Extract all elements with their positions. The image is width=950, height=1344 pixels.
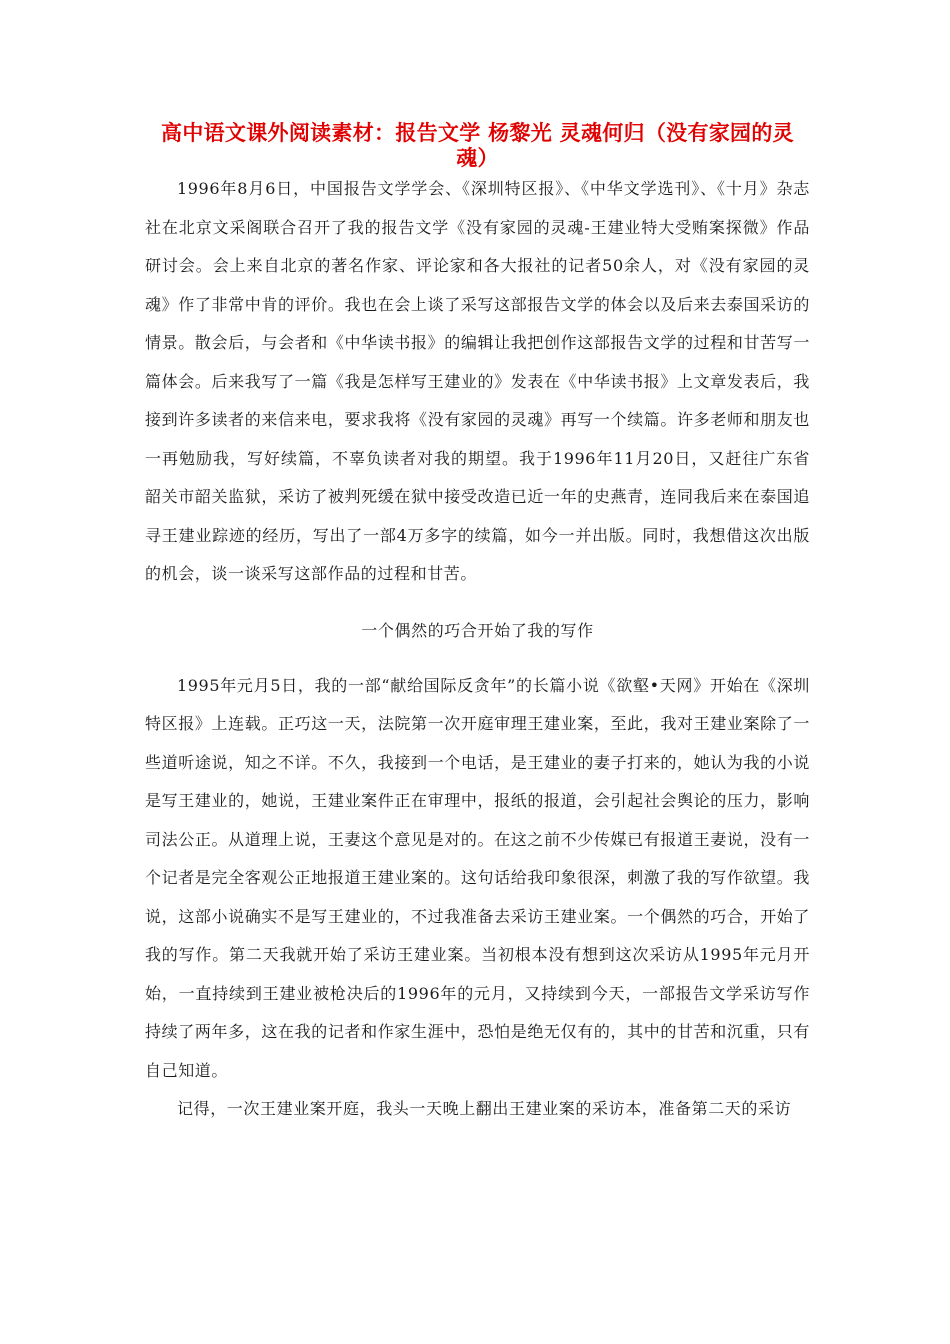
document-body xyxy=(145,120,810,1129)
document-title: 高中语文课外阅读素材：报告文学 杨黎光 灵魂何归（没有家园的灵魂） xyxy=(161,120,794,170)
section-paragraph-2: 记得，一次王建业案开庭，我头一天晚上翻出王建业案的采访本，准备第二天的采访 xyxy=(177,1099,792,1118)
section-paragraph-1: 1995年元月5日，我的一部“献给国际反贪年”的长篇小说《欲壑•天网》开始在《深圳特区报》上连载。正巧这一天，法院第一次开庭审理王建业案，至此，我对王建业案除了一些道听途说，知之不详。不久，我接到一个电话，是王建业的妻子打来的，她认为我的小说是写王建业的，她说，王建业案件正在审理中，报纸的报道，会引起社会舆论的压力，影响司法公正。从道理上说，王妻这个意见是对的。在这之前不少传媒已有报道王妻说，没有一个记者是完全客观公正地报道王建业案的。这句话给我印象很深，刺激了我的写作欲望。我说，这部小说确实不是写王建业的，不过我准备去采访王建业案。一个偶然的巧合，开始了我的写作。第二天我就开始了采访王建业案。当初根本没有想到这次采访从1995年元月开始，一直持续到王建业被枪决后的1996年的元月，又持续到今天，一部报告文学采访写作持续了两年多，这在我的记者和作家生涯中，恐怕是绝无仅有的，其中的甘苦和沉重，只有自己知道。 xyxy=(145,675,810,1080)
intro-paragraph: 1996年8月6日，中国报告文学学会、《深圳特区报》、《中华文学选刊》、《十月》杂志社在北京文采阁联合召开了我的报告文学《没有家园的灵魂-王建业特大受贿案探微》作品研讨会。会上来自北京的著名作家、评论家和各大报社的记者50余人，对《没有家园的灵魂》作了非常中肯的评价。我也在会上谈了采写这部报告文学的体会以及后来去泰国采访的情景。散会后，与会者和《中华读书报》的编辑让我把创作这部报告文学的过程和甘苦写一篇体会。后来我写了一篇《我是怎样写王建业的》发表在《中华读书报》上文章发表后，我接到许多读者的来信来电，要求我将《没有家园的灵魂》再写一个续篇。许多老师和朋友也一再勉励我，写好续篇，不辜负读者对我的期望。我于1996年11月20日，又赶往广东省韶关市韶关监狱，采访了被判死缓在狱中接受改造已近一年的史燕青，连同我后来在泰国追寻王建业踪迹的经历，写出了一部4万多字的续篇，如今一并出版。同时，我想借这次出版的机会，谈一谈采写这部作品的过程和甘苦。 xyxy=(145,179,810,583)
section-heading: 一个偶然的巧合开始了我的写作 xyxy=(361,620,594,640)
